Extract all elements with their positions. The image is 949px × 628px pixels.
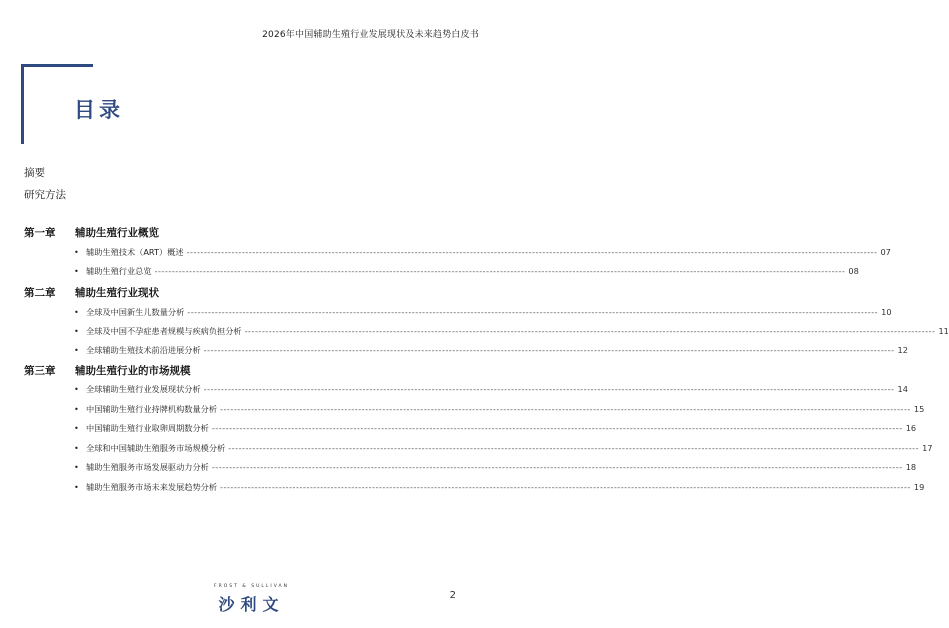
dot-leader: -------------------------------------------------------------------------------------------------------------------------------------------------------------------------------------------------------- — [203, 345, 895, 355]
bullet-icon: • — [74, 423, 79, 433]
toc-entry-page: 14 — [897, 384, 908, 394]
toc-entry-page: 16 — [905, 423, 917, 433]
toc-entry[interactable] — [74, 462, 917, 473]
toc-entry[interactable] — [74, 423, 917, 434]
toc-entry-text: 全球辅助生殖技术前沿进展分析 — [86, 345, 201, 355]
bullet-icon: • — [74, 482, 79, 492]
toc-entry-page: 11 — [938, 326, 949, 336]
toc-entry-text: 辅助生殖服务市场发展驱动力分析 — [86, 462, 209, 472]
toc-entry-text: 全球和中国辅助生殖服务市场规模分析 — [86, 443, 226, 453]
page-number: 2 — [449, 590, 456, 601]
toc-entry-page: 08 — [848, 266, 859, 276]
logo-chinese-text: 沙利文 — [218, 595, 285, 614]
toc-entry-page: 10 — [881, 307, 892, 317]
toc-heading: 目录 — [74, 98, 124, 122]
dot-leader: -------------------------------------------------------------------------------------------------------------------------------------------------------------------------------------------------------- — [154, 266, 846, 276]
front-matter-abstract[interactable]: 摘要 — [24, 167, 45, 179]
toc-entry-text: 辅助生殖服务市场未来发展趋势分析 — [86, 482, 218, 492]
bullet-icon: • — [74, 326, 79, 336]
toc-entry-page: 19 — [913, 482, 925, 492]
chapter-title: 辅助生殖行业的市场规模 — [75, 365, 191, 377]
chapter-2-heading[interactable] — [24, 285, 159, 300]
bullet-icon: • — [74, 462, 79, 472]
toc-entry-text: 全球及中国新生儿数量分析 — [86, 307, 185, 317]
toc-entry-page: 17 — [922, 443, 933, 453]
toc-entry[interactable] — [74, 384, 908, 395]
dot-leader: -------------------------------------------------------------------------------------------------------------------------------------------------------------------------------------------------------- — [220, 482, 911, 492]
toc-entry[interactable] — [74, 345, 908, 356]
dot-leader: -------------------------------------------------------------------------------------------------------------------------------------------------------------------------------------------------------- — [228, 443, 920, 453]
front-matter-methodology[interactable]: 研究方法 — [24, 189, 66, 201]
bullet-icon: • — [74, 404, 79, 414]
toc-entry-page: 15 — [913, 404, 925, 414]
toc-entry[interactable] — [74, 482, 925, 493]
bullet-icon: • — [74, 443, 79, 453]
dot-leader: -------------------------------------------------------------------------------------------------------------------------------------------------------------------------------------------------------- — [211, 462, 903, 472]
chapter-1-heading[interactable] — [24, 225, 159, 240]
bullet-icon: • — [74, 247, 79, 257]
chapter-number: 第三章 — [24, 365, 56, 377]
toc-entry-text: 全球及中国不孕症患者规模与疾病负担分析 — [86, 326, 242, 336]
chapter-title: 辅助生殖行业概览 — [75, 227, 159, 239]
toc-entry[interactable] — [74, 307, 892, 318]
chapter-3-heading[interactable] — [24, 363, 191, 378]
toc-entry[interactable] — [74, 404, 925, 415]
toc-entry[interactable] — [74, 266, 859, 277]
bullet-icon: • — [74, 307, 79, 317]
toc-entry-page: 07 — [880, 247, 891, 257]
dot-leader: -------------------------------------------------------------------------------------------------------------------------------------------------------------------------------------------------------- — [211, 423, 903, 433]
toc-entry-page: 18 — [905, 462, 917, 472]
bullet-icon: • — [74, 266, 79, 276]
toc-entry[interactable] — [74, 247, 891, 258]
dot-leader: -------------------------------------------------------------------------------------------------------------------------------------------------------------------------------------------------------- — [187, 307, 879, 317]
dot-leader: -------------------------------------------------------------------------------------------------------------------------------------------------------------------------------------------------------- — [220, 404, 911, 414]
bullet-icon: • — [74, 384, 79, 394]
toc-entry-text: 全球辅助生殖行业发展现状分析 — [86, 384, 201, 394]
logo-english-text: FROST & SULLIVAN — [214, 584, 289, 589]
dot-leader: -------------------------------------------------------------------------------------------------------------------------------------------------------------------------------------------------------- — [186, 247, 878, 257]
chapter-number: 第二章 — [24, 287, 56, 299]
chapter-title: 辅助生殖行业现状 — [75, 287, 159, 299]
toc-entry-text: 辅助生殖技术（ART）概述 — [86, 247, 184, 257]
document-header-title: 2026年中国辅助生殖行业发展现状及未来趋势白皮书 — [262, 30, 479, 40]
toc-entry-text: 中国辅助生殖行业持牌机构数量分析 — [86, 404, 218, 414]
dot-leader: -------------------------------------------------------------------------------------------------------------------------------------------------------------------------------------------------------- — [244, 326, 936, 336]
toc-entry[interactable] — [74, 326, 949, 337]
toc-entry-text: 辅助生殖行业总览 — [86, 266, 152, 276]
toc-entry-page: 12 — [897, 345, 908, 355]
toc-entry-text: 中国辅助生殖行业取卵周期数分析 — [86, 423, 209, 433]
dot-leader: -------------------------------------------------------------------------------------------------------------------------------------------------------------------------------------------------------- — [203, 384, 895, 394]
bullet-icon: • — [74, 345, 79, 355]
toc-entry[interactable] — [74, 443, 933, 454]
chapter-number: 第一章 — [24, 227, 56, 239]
